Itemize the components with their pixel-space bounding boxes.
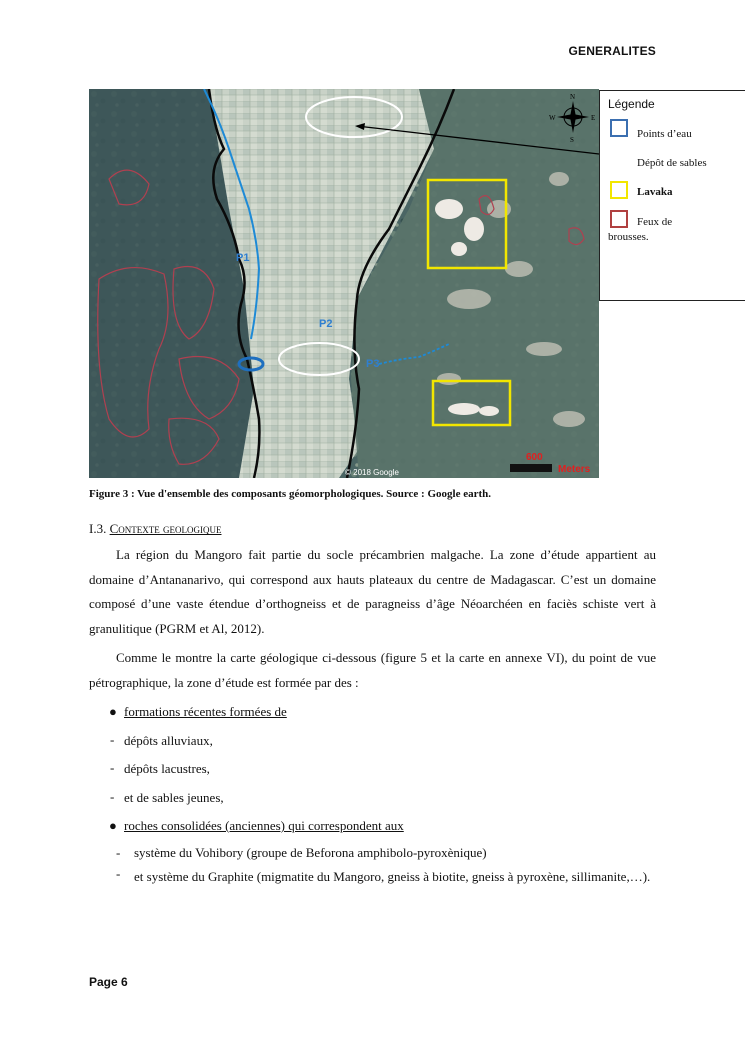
svg-text:N: N bbox=[570, 93, 576, 101]
paragraph-1: La région du Mangoro fait partie du socle précambrien malgache. La zone d’étude appartient au domaine d’Antananarivo, qui correspond aux hauts plateaux du centre de Madagascar. C’est un domaine composé d’une vaste étendue d’orthogneiss et de paragneiss d’âge Néoarchéen en faciès schiste vert à granulitique (PGRM et Al, 2012). bbox=[89, 547, 656, 636]
dash-4: - bbox=[116, 845, 121, 860]
map-label-p3: P3 bbox=[366, 358, 380, 370]
list2-item-1: système du Vohibory (groupe de Beforona amphibolo-pyroxènique) bbox=[134, 845, 487, 860]
page-number: Page 6 bbox=[89, 975, 128, 989]
legend-swatch-lavaka bbox=[610, 181, 628, 199]
legend-title: Légende bbox=[608, 97, 655, 111]
paragraph-2: Comme le montre la carte géologique ci-dessous (figure 5 et la carte en annexe VI), du point de vue pétrographique, la zone d’étude est formée par des : bbox=[89, 650, 656, 690]
list1-item-1: dépôts alluviaux, bbox=[124, 733, 213, 748]
legend-swatch-water bbox=[610, 119, 628, 137]
running-header: GENERALITES bbox=[568, 44, 656, 58]
list1-item-3: et de sables jeunes, bbox=[124, 790, 224, 805]
dash-2: - bbox=[110, 760, 115, 775]
map-copyright: © 2018 Google bbox=[345, 468, 399, 477]
list2-item-2: et système du Graphite (migmatite du Mangoro, gneiss à biotite, gneiss à pyroxène, sillimanite,…). bbox=[134, 869, 651, 884]
map-label-p1: P1 bbox=[236, 252, 250, 264]
figure-caption: Figure 3 : Vue d'ensemble des composants géomorphologiques. Source : Google earth. bbox=[89, 488, 492, 500]
bullet-dot-2: ● bbox=[109, 818, 117, 833]
bullet-dot-1: ● bbox=[109, 704, 117, 719]
satellite-map bbox=[89, 89, 599, 478]
dash-3: - bbox=[110, 789, 115, 804]
list1-heading: formations récentes formées de bbox=[124, 704, 287, 719]
legend-label-lavaka: Lavaka bbox=[637, 186, 673, 198]
dash-1: - bbox=[110, 732, 115, 747]
scale-unit: Meters bbox=[558, 464, 591, 475]
section-heading bbox=[89, 521, 222, 537]
svg-text:E: E bbox=[591, 114, 596, 122]
svg-text:W: W bbox=[549, 114, 556, 122]
legend-label-fire: Feux de brousses. bbox=[608, 216, 673, 243]
map-label-p2: P2 bbox=[319, 318, 333, 330]
section-title: Contexte geologique bbox=[109, 521, 222, 536]
section-number: I.3. bbox=[89, 521, 107, 536]
legend-label-sand: Dépôt de sables bbox=[637, 157, 707, 169]
list1-item-2: dépôts lacustres, bbox=[124, 761, 210, 776]
list2-heading: roches consolidées (anciennes) qui correspondent aux bbox=[124, 818, 404, 833]
map-legend bbox=[599, 90, 745, 301]
legend-label-water: Points d’eau bbox=[637, 128, 692, 140]
dash-5: - bbox=[116, 866, 121, 881]
svg-text:S: S bbox=[570, 136, 574, 144]
scale-value: 600 bbox=[526, 452, 543, 463]
map-graphic bbox=[89, 89, 599, 478]
